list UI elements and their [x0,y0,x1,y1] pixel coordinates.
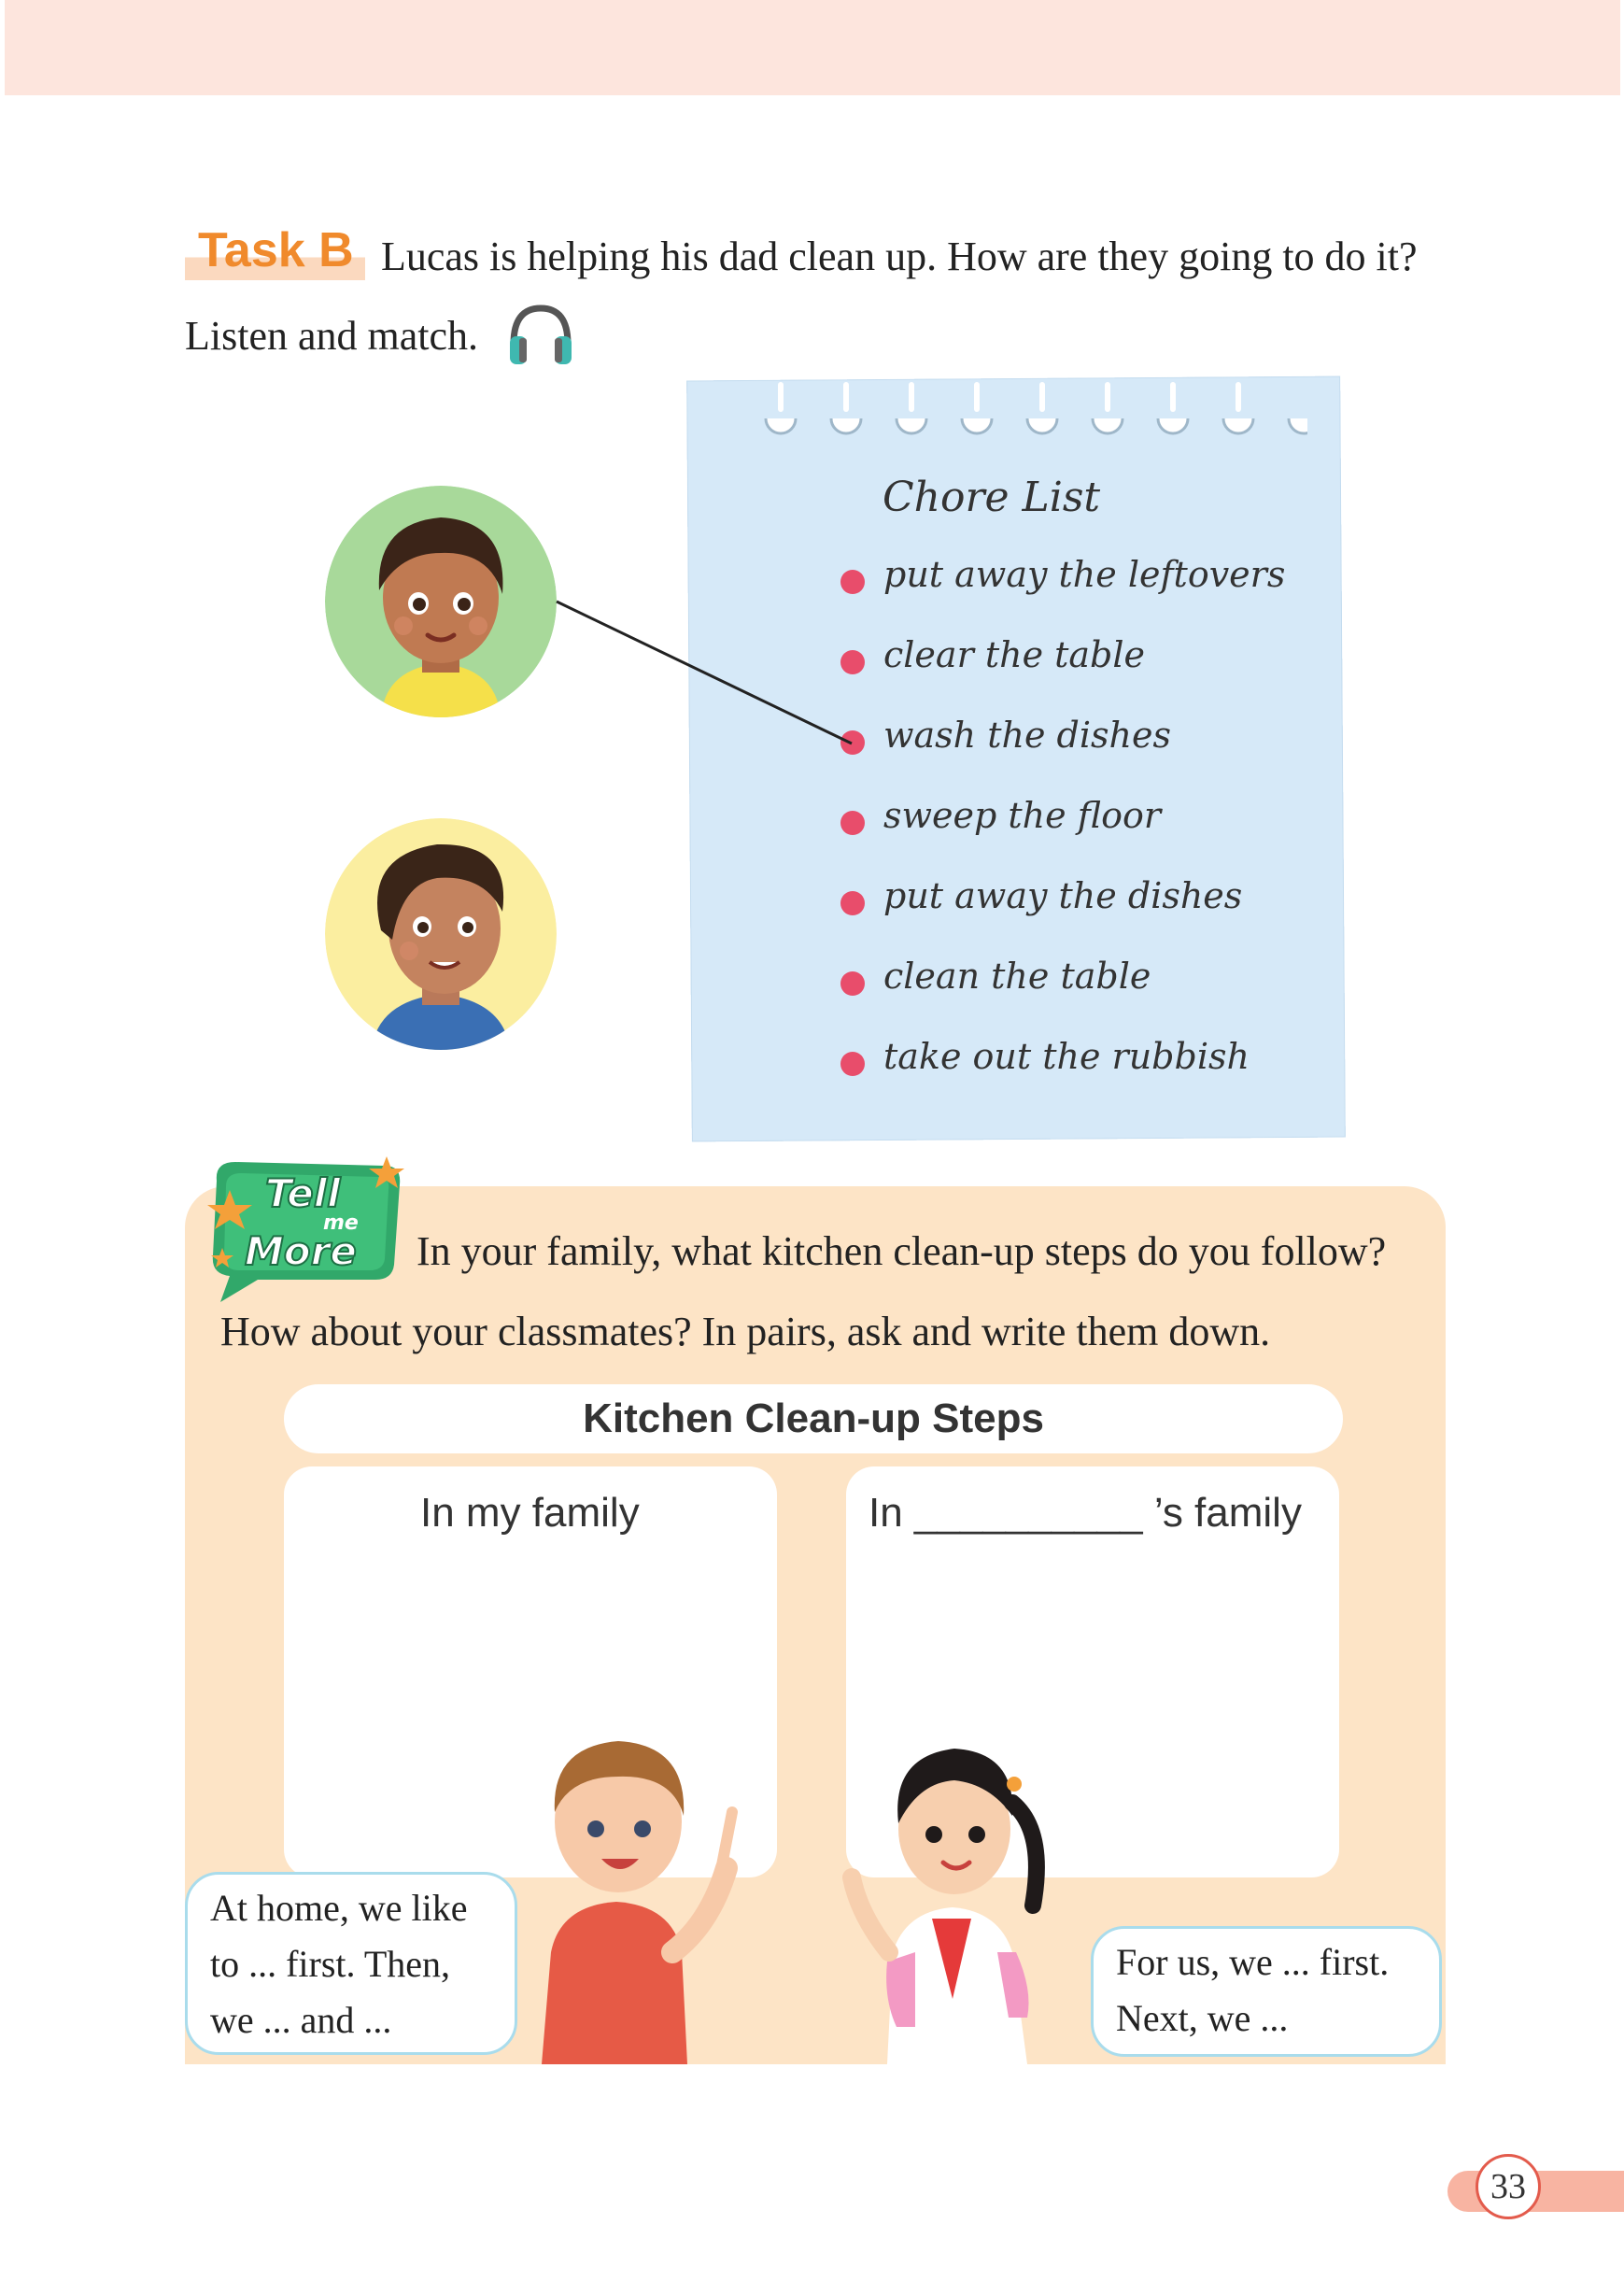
match-dot[interactable] [840,1052,865,1076]
lucas-avatar [325,486,557,717]
tell-more-question-line2: How about your classmates? In pairs, ask and write them down. [220,1309,1271,1354]
task-instruction-line2: Listen and match. [185,313,479,359]
badge-text-me: me [323,1211,359,1235]
speech-bubble-right: For us, we ... first. Next, we ... [1091,1926,1442,2057]
match-dot[interactable] [840,811,865,835]
headphone-icon[interactable] [506,301,575,366]
tell-me-more-badge [202,1153,409,1306]
speech-bubble-left: At home, we like to ... first. Then, we ... and ... [185,1872,517,2055]
chore-item[interactable]: wash the dishes [840,712,1285,792]
match-dot[interactable] [840,891,865,915]
dad-avatar [325,818,557,1050]
chore-item[interactable]: take out the rubbish [840,1033,1285,1113]
chore-list [840,551,1285,1113]
match-dot[interactable] [840,570,865,594]
notebook-rings [747,381,1307,446]
classmate-family-label: In __________ ’s family [868,1490,1302,1536]
my-family-label: In my family [420,1490,640,1536]
match-dot[interactable] [840,971,865,996]
page-number: 33 [1476,2154,1541,2219]
steps-table-title: Kitchen Clean-up Steps [284,1384,1343,1453]
chore-item[interactable]: put away the dishes [840,872,1285,953]
match-dot[interactable] [840,650,865,674]
kids-illustration [504,1719,1083,2064]
chore-item[interactable]: put away the leftovers [840,551,1285,631]
top-header-band [5,0,1620,95]
tell-more-question-line1: In your family, what kitchen clean-up steps do you follow? [417,1228,1387,1274]
chore-item[interactable]: clean the table [840,953,1285,1033]
task-label: Task B [185,220,365,280]
badge-text-more: More [245,1228,357,1274]
task-instruction-line1: Lucas is helping his dad clean up. How are they going to do it? [381,234,1418,279]
chore-item[interactable]: clear the table [840,631,1285,712]
chore-item[interactable]: sweep the floor [840,792,1285,872]
match-dot[interactable] [840,730,865,755]
badge-text-tell: Tell [265,1170,341,1216]
chore-list-title: Chore List [883,474,1101,521]
